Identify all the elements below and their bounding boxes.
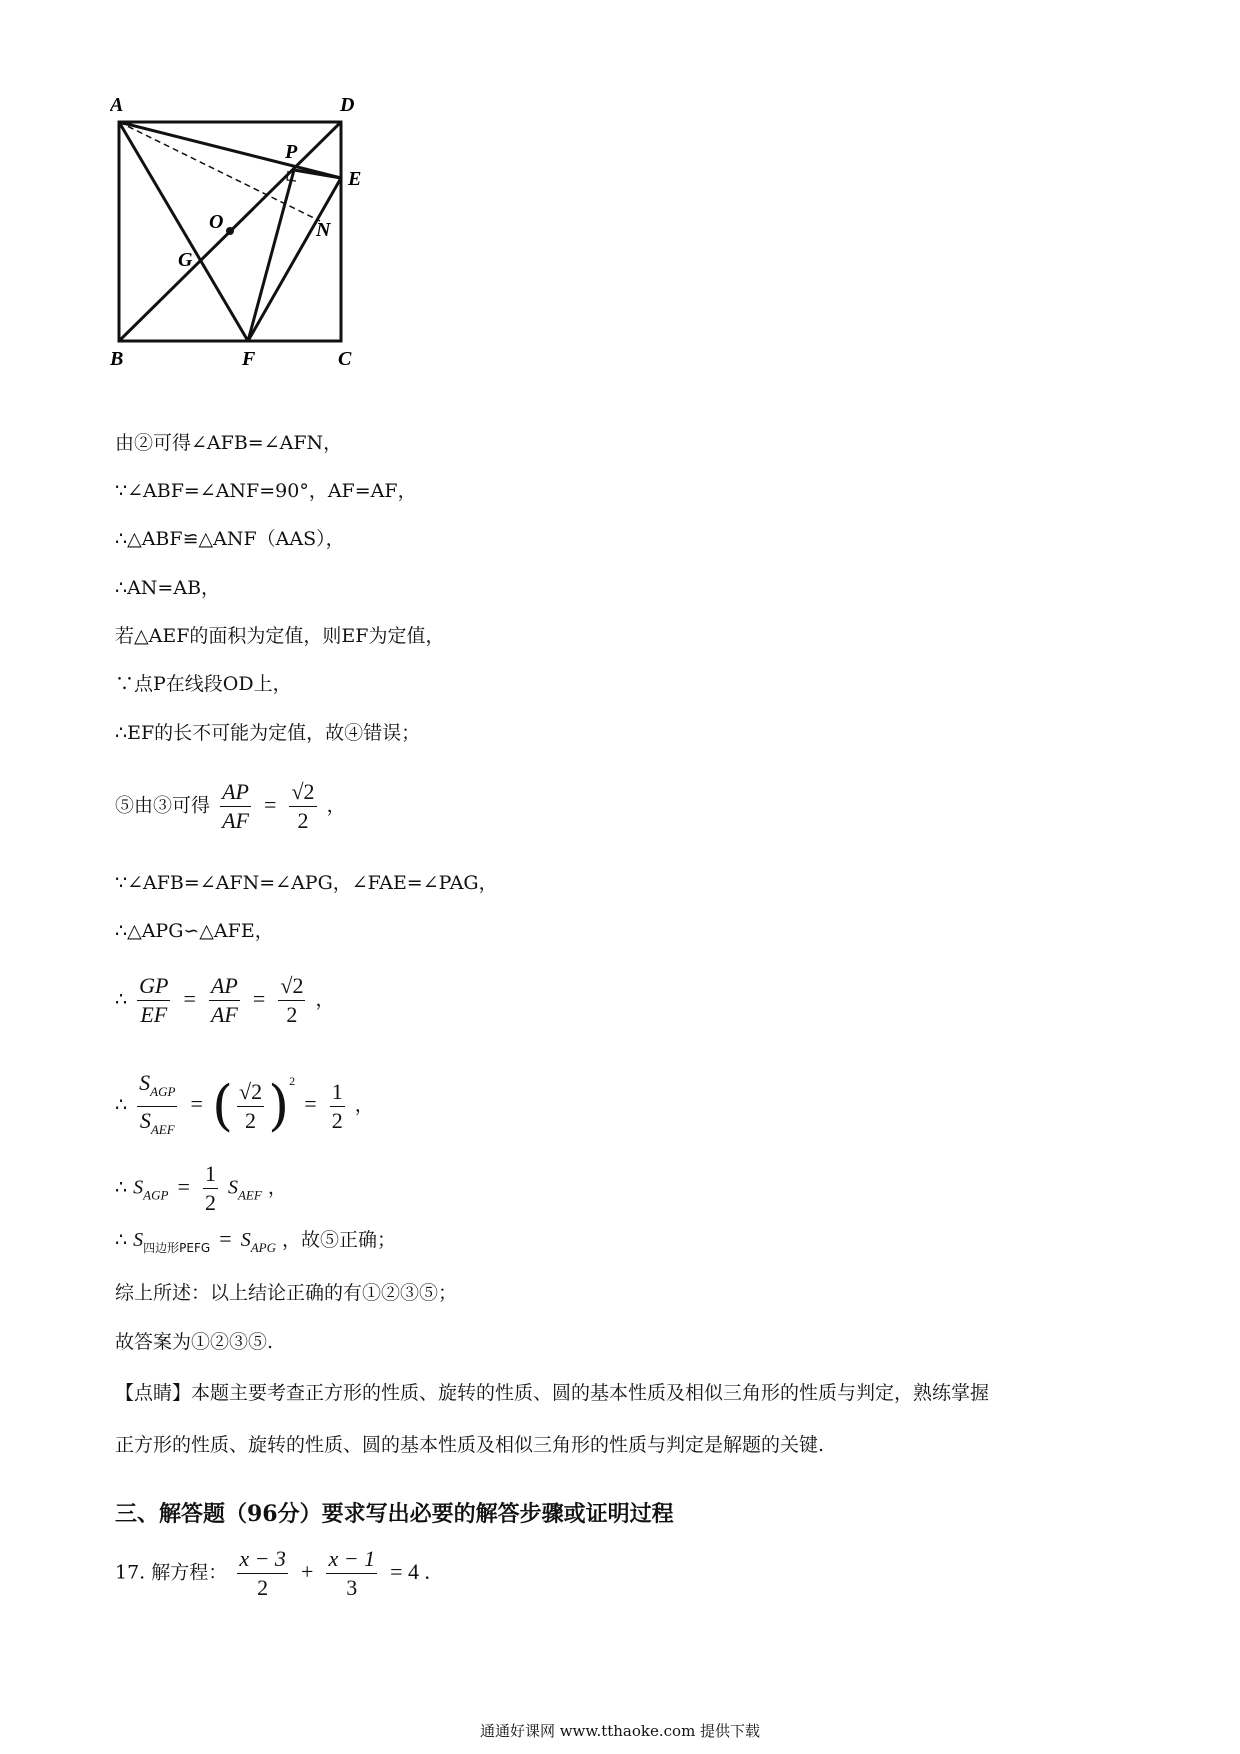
frac-num: √2: [278, 972, 305, 1001]
fraction-1-2: [330, 1078, 345, 1135]
section-heading: 三、解答题（96分）要求写出必要的解答步骤或证明过程: [115, 1501, 674, 1527]
line-14-tail: ，故⑤正确；: [282, 1229, 397, 1251]
problem-17: 17. 解方程： $\frac{x - 3}{2}$ + $\frac{x - 1}{3}$ = 4 .: [115, 1546, 431, 1600]
fraction-sqrt2-2: [278, 972, 305, 1029]
line-6: ∵点P在线段OD上，: [115, 673, 292, 695]
label-n: N: [316, 219, 331, 241]
subscript: AEF: [237, 1187, 262, 1203]
frac-num: AP: [220, 778, 251, 807]
subscript: 四边形PEFG: [143, 1241, 211, 1255]
equation-rhs: = 4 .: [390, 1558, 431, 1584]
frac-num: [289, 778, 316, 807]
frac-num: 1: [330, 1078, 345, 1107]
frac-den: 2: [331, 1107, 343, 1133]
frac-num: √2: [237, 1078, 264, 1107]
fraction-1-2: [203, 1160, 218, 1217]
s-symbol: S: [133, 1229, 144, 1251]
therefore-symbol: ∴: [115, 988, 128, 1011]
therefore-symbol: ∴: [115, 1176, 128, 1199]
frac-den: 2: [257, 1575, 269, 1600]
subscript: APG: [250, 1240, 276, 1255]
geometry-figure: [110, 98, 410, 418]
fraction-x-1-over-3: [326, 1545, 377, 1602]
label-o: O: [209, 211, 224, 233]
line-3: ∴△ABF≌△ANF（AAS），: [115, 528, 345, 550]
line-12: ∴ $\frac{S_{AGP}}{S_{AEF}}$ = ( $\frac{√2}{2}$ )$^2$ = $\frac{1}{2}$ ，: [115, 1068, 374, 1144]
square-diagram: [110, 98, 410, 418]
label-e: E: [348, 168, 362, 190]
line-16: 故答案为①②③⑤.: [115, 1331, 274, 1353]
line-2: ∵∠ABF=∠ANF=90°，AF=AF，: [115, 480, 417, 502]
comma: ，: [267, 1176, 287, 1199]
line-13: ∴ $S_{AGP}$ = $\frac{1}{2}$ $S_{AEF}$ ，: [115, 1161, 287, 1215]
frac-den: AF: [210, 1002, 238, 1027]
page-footer: 通通好课网 www.tthaoke.com 提供下载: [479, 1722, 761, 1740]
comma: ，: [354, 1094, 374, 1116]
label-p: P: [285, 141, 298, 163]
s-symbol: S: [133, 1176, 144, 1199]
line-17: 【点睛】本题主要考查正方形的性质、旋转的性质、圆的基本性质及相似三角形的性质与判定，熟练掌握: [115, 1382, 990, 1404]
frac-den: AF: [222, 808, 249, 833]
fraction-sqrt2-2: [237, 1078, 264, 1135]
subscript: AGP: [143, 1187, 169, 1203]
fraction-ap-af: [209, 972, 240, 1029]
frac-den: 2: [286, 1002, 298, 1027]
center-o-dot: [226, 227, 234, 235]
frac-den: 2: [297, 808, 309, 833]
segment-fp: [248, 170, 294, 341]
frac-num: AP: [209, 972, 240, 1001]
frac-num: x − 1: [326, 1545, 377, 1574]
comma: ，: [326, 794, 346, 817]
line-7: ∴EF的长不可能为定值，故④错误；: [115, 722, 421, 744]
line-5: 若△AEF的面积为定值，则EF为定值，: [115, 625, 445, 647]
label-a: A: [110, 98, 124, 116]
sqrt2: √2: [291, 779, 315, 804]
frac-den: $S_{AEF}$: [139, 1107, 175, 1137]
therefore-symbol: ∴: [115, 1229, 128, 1251]
segment-fe: [248, 178, 341, 341]
fraction-gp-ef: [137, 972, 170, 1029]
line-4: ∴AN=AB，: [115, 577, 221, 599]
segment-ae: [119, 122, 341, 178]
exponent: 2: [289, 1074, 296, 1088]
fraction-sqrt2-2: [289, 778, 316, 835]
frac-den: 2: [245, 1107, 257, 1133]
frac-den: EF: [140, 1002, 168, 1027]
label-d: D: [340, 98, 355, 116]
line-18: 正方形的性质、旋转的性质、圆的基本性质及相似三角形的性质与判定是解题的关键.: [115, 1434, 825, 1456]
fraction-ap-af: [220, 778, 251, 835]
frac-num: GP: [137, 972, 170, 1001]
fraction-x-3-over-2: [237, 1545, 288, 1602]
fraction-area-ratio: [137, 1069, 177, 1144]
line-14: ∴ $S_{四边形PEFG} = S_{APG}$ ，故⑤正确；: [115, 1226, 397, 1255]
line-8-prefix: ⑤由③可得: [115, 794, 211, 817]
line-1: 由②可得∠AFB=∠AFN，: [115, 432, 343, 454]
line-11: ∴ $\frac{GP}{EF}$ = $\frac{AP}{AF}$ = $\frac{√2}{2}$ ，: [115, 973, 335, 1027]
label-c: C: [338, 348, 352, 370]
frac-num: 1: [203, 1160, 218, 1189]
problem-17-prefix: 17. 解方程：: [115, 1561, 228, 1584]
comma: ，: [315, 988, 335, 1011]
frac-num: x − 3: [237, 1545, 288, 1574]
frac-den: 2: [204, 1190, 216, 1215]
frac-num: $S_{AGP}$: [137, 1069, 177, 1107]
line-15: 综上所述：以上结论正确的有①②③⑤；: [115, 1282, 458, 1304]
line-10: ∴△APG∽△AFE，: [115, 920, 274, 942]
s-symbol: S: [227, 1176, 238, 1199]
label-b: B: [110, 348, 124, 370]
therefore-symbol: ∴: [115, 1094, 128, 1116]
s-symbol: S: [240, 1229, 251, 1251]
frac-den: 3: [346, 1575, 358, 1600]
label-g: G: [178, 249, 193, 271]
label-f: F: [242, 348, 256, 370]
line-9: ∵∠AFB=∠AFN=∠APG，∠FAE=∠PAG，: [115, 872, 498, 894]
line-8: ⑤由③可得 $\frac{AP}{AF}$ = $\frac{√2}{2}$ ，: [115, 779, 346, 833]
